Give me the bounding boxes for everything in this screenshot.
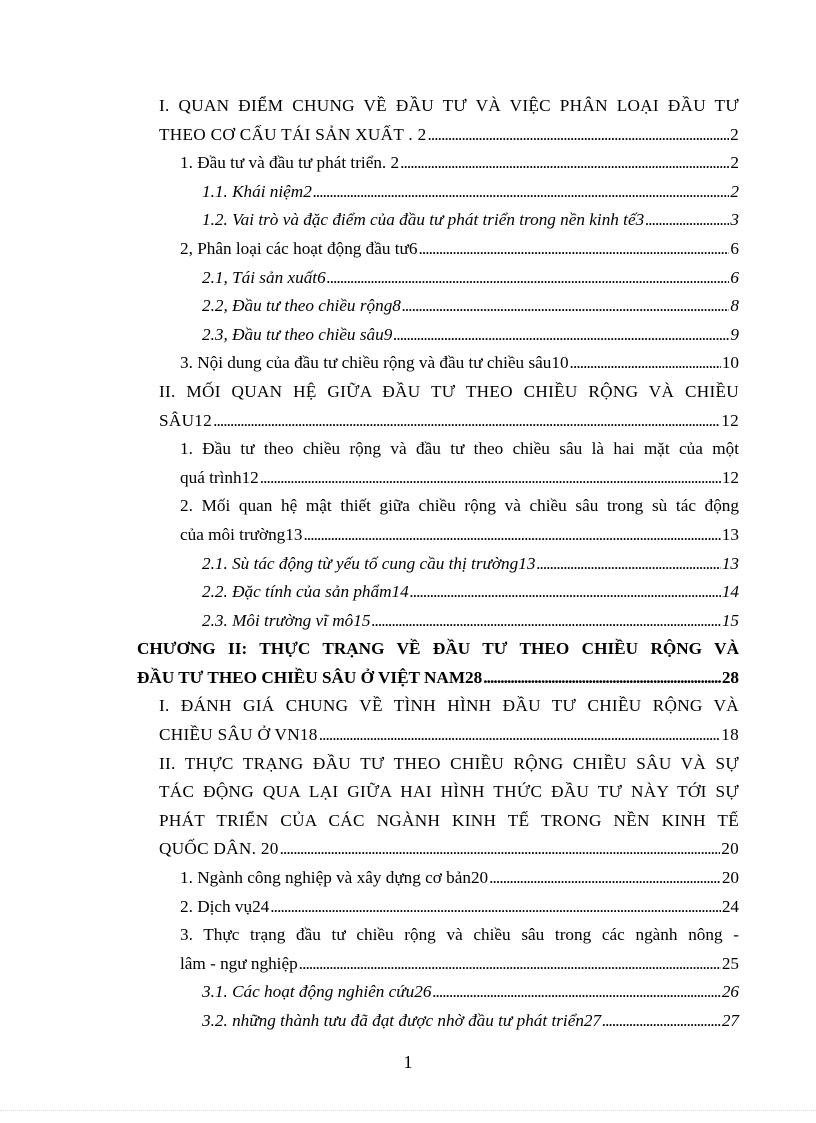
toc-entry-text: lâm - ngư nghiệp bbox=[180, 953, 298, 973]
toc-page-number: 15 bbox=[721, 610, 739, 630]
toc-entry-text: của môi trường13 bbox=[180, 524, 303, 544]
toc-chapter-entry[interactable] bbox=[137, 635, 739, 692]
toc-page-number: 12 bbox=[721, 410, 739, 430]
toc-entry-text: 2.1. Sù tác động từ yếu tố cung cầu thị trường13 bbox=[202, 553, 536, 573]
toc-entry[interactable] bbox=[159, 378, 739, 435]
toc-entry-text: 3.2. những thành tưu đã đạt được nhờ đầu tư phát triển27 bbox=[202, 1011, 602, 1030]
toc-page-number: 25 bbox=[721, 953, 739, 973]
toc-entry-text: I. ĐÁNH GIÁ CHUNG VỀ TÌNH HÌNH ĐẦU TƯ CHIỀU RỘNG VÀ bbox=[159, 696, 739, 716]
toc-page-number: 13 bbox=[721, 553, 739, 573]
toc-page-number: 13 bbox=[721, 524, 739, 544]
toc-entry-text: 1. Đầu tư theo chiều rộng và đầu tư theo chiều sâu là hai mặt của một bbox=[180, 439, 739, 459]
dot-leader bbox=[299, 950, 721, 979]
dot-leader bbox=[402, 292, 730, 321]
toc-page-number: 9 bbox=[730, 324, 739, 344]
toc-entry[interactable] bbox=[202, 178, 739, 207]
toc-entry[interactable] bbox=[202, 264, 739, 293]
toc-entry-text: 2. Dịch vụ24 bbox=[180, 896, 270, 916]
toc-page-number: 20 bbox=[721, 839, 739, 859]
toc-page-number: 27 bbox=[721, 1011, 739, 1030]
dot-leader bbox=[536, 550, 720, 579]
toc-entry-text: SÂU12 bbox=[159, 410, 213, 430]
toc-entry-text: 1.1. Khái niệm2 bbox=[202, 181, 312, 201]
toc-entry[interactable] bbox=[202, 321, 739, 350]
toc-entry-text: 1. Đầu tư và đầu tư phát triển. 2 bbox=[180, 153, 400, 173]
toc-page-number: 28 bbox=[721, 667, 739, 687]
toc-entry-text: 2.3. Môi trường vĩ mô15 bbox=[202, 610, 371, 630]
toc-entry-text: I. QUAN ĐIỂM CHUNG VỀ ĐẦU TƯ VÀ VIỆC PHÂN LOẠI ĐẦU TƯ bbox=[159, 96, 739, 115]
toc-entry[interactable] bbox=[159, 750, 739, 864]
toc-entry-text: 2. Mối quan hệ mật thiết giữa chiều rộng và chiều sâu trong sù tác động bbox=[180, 496, 739, 516]
toc-entry[interactable] bbox=[202, 550, 739, 579]
dot-leader bbox=[371, 607, 720, 636]
toc-entry-text: TÁC ĐỘNG QUA LẠI GIỮA HAI HÌNH THỨC ĐẦU TƯ NÀY TỚI SỰ bbox=[159, 782, 739, 802]
dot-leader bbox=[602, 1007, 721, 1036]
toc-entry-text: quá trình12 bbox=[180, 467, 259, 487]
dot-leader bbox=[410, 578, 721, 607]
toc-entry-text: 2, Phân loại các hoạt động đầu tư6 bbox=[180, 238, 418, 258]
toc-entry-text: 1.2. Vai trò và đặc điểm của đầu tư phát triển trong nền kinh tế3 bbox=[202, 210, 645, 230]
toc-entry[interactable] bbox=[202, 578, 739, 607]
dot-leader bbox=[483, 664, 721, 693]
toc-entry-text: PHÁT TRIỂN CỦA CÁC NGÀNH KINH TẾ TRONG NỀN KINH TẾ bbox=[159, 810, 739, 830]
dot-leader bbox=[327, 264, 730, 293]
toc-entry-text: 3.1. Các hoạt động nghiên cứu26 bbox=[202, 982, 432, 1002]
toc-entry[interactable] bbox=[202, 292, 739, 321]
toc-entry-text: 2.3, Đầu tư theo chiều sâu9 bbox=[202, 324, 393, 344]
toc-entry[interactable] bbox=[159, 692, 739, 749]
toc-entry[interactable] bbox=[180, 893, 739, 922]
toc-entry-text: ĐẦU TƯ THEO CHIỀU SÂU Ở VIỆT NAM28 bbox=[137, 667, 483, 687]
toc-entry[interactable] bbox=[202, 978, 739, 1007]
toc-entry-text: 1. Ngành công nghiệp và xây dựng cơ bản20 bbox=[180, 868, 489, 888]
toc-page-number: 2 bbox=[730, 153, 739, 173]
toc-page-number: 8 bbox=[730, 296, 739, 316]
toc-entry-text: CHƯƠNG II: THỰC TRẠNG VỀ ĐẦU TƯ THEO CHIỀU RỘNG VÀ bbox=[137, 639, 739, 659]
toc-page-number: 3 bbox=[730, 210, 739, 230]
toc-entry[interactable] bbox=[180, 492, 739, 549]
dot-leader bbox=[645, 206, 729, 235]
toc-entry[interactable] bbox=[180, 864, 739, 893]
toc-page-number: 2 bbox=[730, 181, 739, 201]
toc-page-number: 10 bbox=[721, 353, 739, 373]
dot-leader bbox=[303, 521, 720, 550]
dot-leader bbox=[432, 978, 720, 1007]
toc-entry-text: 3. Nội dung của đầu tư chiều rộng và đầu tư chiều sâu10 bbox=[180, 353, 569, 373]
toc-entry-text: 3. Thực trạng đầu tư chiều rộng và chiều sâu trong các ngành nông - bbox=[180, 925, 739, 945]
toc-page-number: 14 bbox=[721, 582, 739, 602]
toc-entry-text: II. THỰC TRẠNG ĐẦU TƯ THEO CHIỀU RỘNG CHIỀU SÂU VÀ SỰ bbox=[159, 753, 739, 773]
toc-entry-text: QUỐC DÂN. 20 bbox=[159, 839, 279, 859]
toc-page-number: 20 bbox=[721, 868, 739, 888]
dot-leader bbox=[428, 121, 730, 150]
toc-page-number: 2 bbox=[730, 124, 739, 144]
toc-entry-text: 2.2. Đặc tính của sản phẩm14 bbox=[202, 582, 409, 602]
toc-entry[interactable] bbox=[180, 235, 739, 264]
dot-leader bbox=[270, 893, 721, 922]
toc-page-number: 26 bbox=[721, 982, 739, 1002]
toc-entry[interactable] bbox=[180, 921, 739, 978]
dot-leader bbox=[213, 407, 720, 436]
toc-page-number: 6 bbox=[730, 267, 739, 287]
page-number-footer: 1 bbox=[403, 1052, 413, 1072]
toc-entry-text: THEO CƠ CẤU TÁI SẢN XUẤT . 2 bbox=[159, 124, 427, 144]
toc-page-number: 6 bbox=[730, 238, 739, 258]
dot-leader bbox=[260, 464, 721, 493]
toc-entry[interactable] bbox=[159, 92, 739, 149]
dot-leader bbox=[418, 235, 729, 264]
dot-leader bbox=[570, 349, 721, 378]
toc-entry[interactable] bbox=[180, 349, 739, 378]
toc-entry[interactable] bbox=[202, 206, 739, 235]
toc-page-number: 18 bbox=[721, 725, 739, 745]
toc-entry[interactable] bbox=[202, 607, 739, 636]
table-of-contents bbox=[0, 92, 816, 1036]
toc-page-number: 24 bbox=[721, 896, 739, 916]
toc-entry[interactable] bbox=[202, 1007, 739, 1036]
page-bottom-divider bbox=[0, 1110, 816, 1111]
dot-leader bbox=[280, 835, 721, 864]
dot-leader bbox=[400, 149, 729, 178]
dot-leader bbox=[313, 178, 730, 207]
toc-entry-text: 2.2, Đầu tư theo chiều rộng8 bbox=[202, 296, 401, 316]
toc-page-number: 12 bbox=[721, 467, 739, 487]
toc-entry-text: II. MỐI QUAN HỆ GIỮA ĐẦU TƯ THEO CHIỀU RỘNG VÀ CHIỀU bbox=[159, 381, 739, 401]
toc-entry-text: CHIỀU SÂU Ở VN18 bbox=[159, 725, 318, 745]
toc-entry[interactable] bbox=[180, 149, 739, 178]
dot-leader bbox=[393, 321, 729, 350]
dot-leader bbox=[319, 721, 721, 750]
dot-leader bbox=[489, 864, 721, 893]
toc-entry-text: 2.1, Tái sản xuất6 bbox=[202, 267, 326, 287]
toc-entry[interactable] bbox=[180, 435, 739, 492]
